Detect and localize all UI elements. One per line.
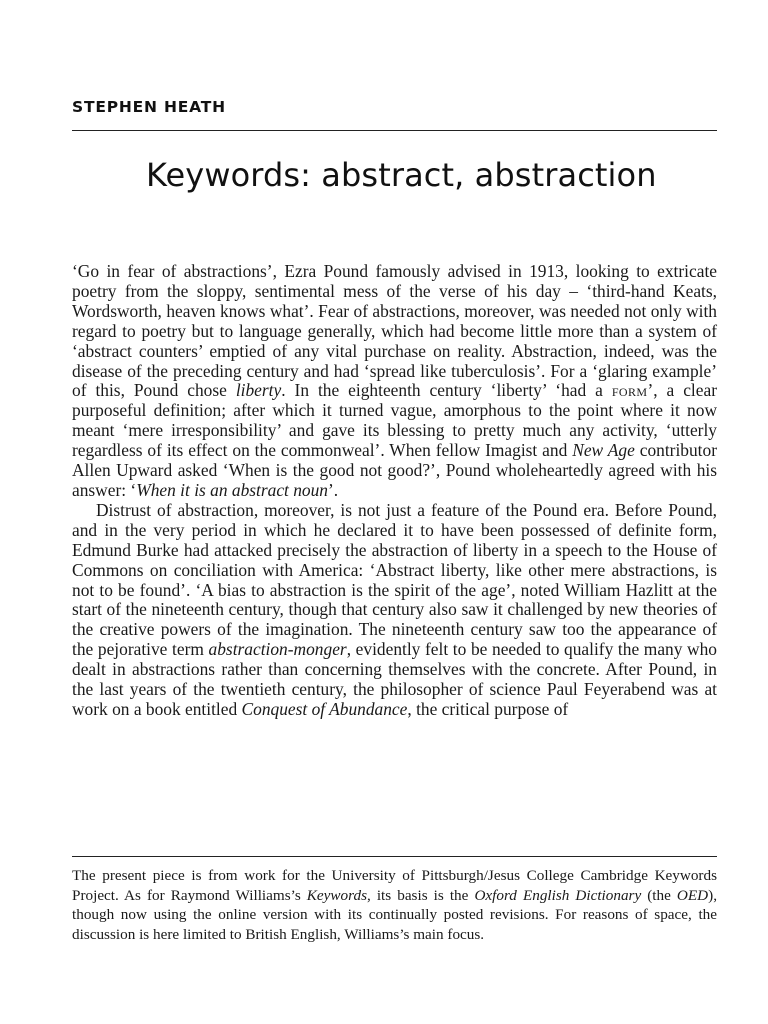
text-run: ’. xyxy=(328,479,339,500)
italic-term: liberty xyxy=(235,380,282,401)
italic-term: abstraction-monger xyxy=(208,639,347,660)
paragraph-1 xyxy=(72,262,717,501)
small-caps-term: form xyxy=(611,380,648,401)
header-rule xyxy=(72,130,717,131)
footnote-paragraph xyxy=(72,866,717,944)
text-run: . In the eighteenth century ‘liberty’ ‘had a xyxy=(281,380,612,401)
text-run: , the critical purpose of xyxy=(407,698,569,719)
text-run: The present piece is from work for the University of Pittsburgh/Jesus College Cambridge Keywords Project. As for Raymond Williams’s xyxy=(72,867,717,904)
footnote-rule xyxy=(72,856,717,857)
text-run: , evidently felt to be needed to qualify the many who dealt in abstractions rather than concerning themselves with the concrete. After Pound, in the last years of the twentieth century, the philosopher of science Paul Feyerabend was at work on a book entitled xyxy=(72,639,718,719)
italic-title: Keywords xyxy=(306,886,367,904)
text-run: Distrust of abstraction, moreover, is not just a feature of the Pound era. Before Pound, and in the very period in which he declared it to have been possessed of definite form, Edmund Burke had attacked precisely the abstraction of liberty in a speech to the House of Commons on conciliation with America: ‘Abstract liberty, like other mere abstractions, is not to be found’. ‘A bias to abstraction is the spirit of the age’, noted William Hazlitt at the start of the nineteenth century, though that century also saw it challenged by new theories of the creative powers of the imagination. The nineteenth century saw too the appearance of the pejorative term xyxy=(72,499,717,660)
running-head-author: STEPHEN HEATH xyxy=(72,98,226,116)
italic-quote: When it is an abstract noun xyxy=(136,479,329,500)
italic-title: Oxford English Dictionary xyxy=(474,886,642,904)
article-body xyxy=(72,262,717,720)
text-run: ‘Go in fear of abstractions’, Ezra Pound famously advised in 1913, looking to extricate poetry from the sloppy, sentimental mess of the verse of his day – ‘third-hand Keats, Wordsworth, heaven knows what’. Fear of abstractions, moreover, was needed not only with regard to poetry but to language generally, which had become little more than a system of ‘abstract counters’ emptied of any vital purchase on reality. Abstraction, indeed, was the disease of the preceding century and had ‘spread like tuberculosis’. For a ‘glaring example’ of this, Pound chose xyxy=(72,261,717,401)
italic-term: New Age xyxy=(572,440,635,461)
article-title: Keywords: abstract, abstraction xyxy=(146,156,657,194)
italic-abbrev: OED xyxy=(676,886,709,904)
footnote xyxy=(72,866,717,944)
text-run: ’, a clear purposeful definition; after which it turned vague, amorphous to the point where it now meant ‘mere irresponsibility’ and gave its blessing to pretty much any activity, ‘utterly regardless of its effect on the commonweal’. When fellow Imagist and xyxy=(72,380,717,461)
paragraph-2 xyxy=(72,501,717,720)
text-run: ), though now using the online version with its continually posted revisions. For reasons of space, the discussion is here limited to British English, Williams’s main focus. xyxy=(72,886,717,943)
italic-title: Conquest of Abundance xyxy=(241,698,408,719)
text-run: contributor Allen Upward asked ‘When is the good not good?’, Pound wholeheartedly agreed with his answer: ‘ xyxy=(72,440,717,500)
text-run: (the xyxy=(641,886,677,904)
text-run: , its basis is the xyxy=(366,886,475,904)
